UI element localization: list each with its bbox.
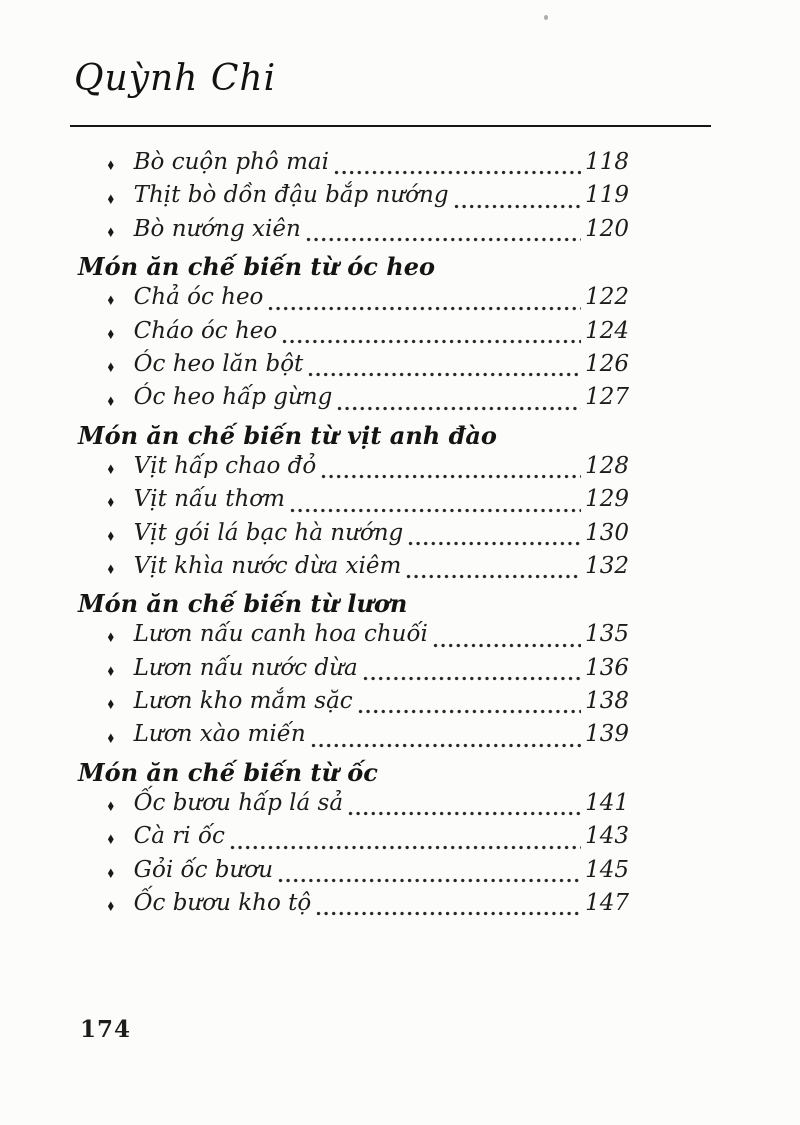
toc-section-heading: Món ăn chế biến từ óc heo [78,252,435,282]
diamond-bullet-icon: ♦ [106,159,116,175]
toc-entry-page: 122 [585,284,629,311]
toc-entry-page: 129 [585,486,629,513]
toc-entry [78,890,629,923]
toc-entry-title: Lươn nấu nước dừa [133,654,358,681]
diamond-bullet-icon: ♦ [106,225,116,241]
toc-entry [78,486,629,519]
toc-entry-title: Ốc bươu hấp lá sả [133,789,344,816]
diamond-bullet-icon: ♦ [106,800,116,816]
toc-entry-title: Óc heo hấp gừng [133,384,333,411]
toc-entry [78,857,629,890]
toc-entry-page: 127 [585,384,629,411]
diamond-bullet-icon: ♦ [106,563,116,579]
toc-entry-page: 141 [585,789,629,816]
diamond-bullet-icon: ♦ [106,631,116,647]
toc-entry-page: 120 [585,215,629,242]
toc-entry-page: 132 [585,552,629,579]
toc-entry-page: 138 [585,688,629,715]
diamond-bullet-icon: ♦ [106,394,116,410]
dot-leader [311,743,581,748]
toc-entry-page: 147 [585,890,629,917]
toc-entry-title: Bò nướng xiên [133,215,301,242]
toc-section-heading: Món ăn chế biến từ ốc [78,757,378,787]
dot-leader [348,811,581,816]
dot-leader [406,574,581,579]
toc-entry-title: Óc heo lăn bột [133,350,304,377]
toc-entry-page: 119 [585,182,629,209]
table-of-contents [78,149,629,923]
diamond-bullet-icon: ♦ [106,294,116,310]
dot-leader [408,541,581,546]
dot-leader [282,339,581,344]
toc-entry-title: Cà ri ốc [133,823,225,850]
diamond-bullet-icon: ♦ [106,833,116,849]
scan-speck [544,15,548,20]
dot-leader [321,474,581,479]
dot-leader [268,306,581,311]
toc-entry [78,621,629,654]
dot-leader [334,170,581,175]
toc-entry [78,453,629,486]
diamond-bullet-icon: ♦ [106,866,116,882]
dot-leader [230,845,581,850]
toc-entry-page: 139 [585,721,629,748]
dot-leader [454,204,581,209]
toc-entry [78,351,629,384]
toc-entry-title: Bò cuộn phô mai [133,149,329,175]
toc-entry-title: Chả óc heo [133,284,264,311]
diamond-bullet-icon: ♦ [106,900,116,916]
diamond-bullet-icon: ♦ [106,361,116,377]
toc-entry-page: 130 [585,519,629,546]
toc-entry-page: 128 [585,452,629,479]
toc-entry [78,553,629,586]
toc-entry [78,149,629,182]
dot-leader [433,643,581,648]
toc-entry-title: Vịt gói lá bạc hà nướng [133,519,404,546]
toc-entry [78,384,629,417]
toc-section-heading: Món ăn chế biến từ vịt anh đào [78,420,497,450]
dot-leader [337,406,581,411]
dot-leader [278,878,581,883]
toc-entry-page: 124 [585,317,629,344]
toc-entry-page: 135 [585,621,629,648]
diamond-bullet-icon: ♦ [106,698,116,714]
dot-leader [290,508,581,513]
toc-entry-page: 136 [585,654,629,681]
toc-entry-page: 145 [585,856,629,883]
diamond-bullet-icon: ♦ [106,731,116,747]
toc-entry [78,790,629,823]
toc-entry-title: Lươn xào miến [133,721,306,748]
toc-entry-title: Vịt nấu thơm [133,486,285,513]
dot-leader [363,676,581,681]
toc-entry [78,655,629,688]
toc-entry-page: 126 [585,350,629,377]
dot-leader [306,237,581,242]
toc-entry-title: Vịt khìa nước dừa xiêm [133,552,402,579]
dot-leader [308,372,581,377]
page-number: 174 [80,1016,132,1043]
toc-entry-title: Gỏi ốc bươu [133,856,274,883]
dot-leader [358,709,581,714]
toc-entry [78,284,629,317]
toc-entry [78,823,629,856]
toc-entry [78,216,629,249]
toc-entry-page: 118 [585,149,629,175]
header-rule [70,125,711,127]
diamond-bullet-icon: ♦ [106,192,116,208]
toc-entry-title: Vịt hấp chao đỏ [133,452,317,479]
toc-entry-title: Cháo óc heo [133,317,278,344]
diamond-bullet-icon: ♦ [106,496,116,512]
toc-entry-title: Lươn kho mắm sặc [133,688,353,715]
toc-section-heading: Món ăn chế biến từ lươn [78,589,408,619]
diamond-bullet-icon: ♦ [106,327,116,343]
toc-entry [78,721,629,754]
dot-leader [316,911,581,916]
diamond-bullet-icon: ♦ [106,462,116,478]
running-head-author: Quỳnh Chi [74,58,277,99]
diamond-bullet-icon: ♦ [106,529,116,545]
toc-entry [78,520,629,553]
toc-entry [78,688,629,721]
toc-entry [78,182,629,215]
toc-entry-page: 143 [585,823,629,850]
diamond-bullet-icon: ♦ [106,664,116,680]
toc-entry-title: Ốc bươu kho tộ [133,890,312,917]
toc-entry-title: Lươn nấu canh hoa chuối [133,621,428,648]
toc-entry-title: Thịt bò dồn đậu bắp nướng [133,182,449,209]
toc-entry [78,318,629,351]
